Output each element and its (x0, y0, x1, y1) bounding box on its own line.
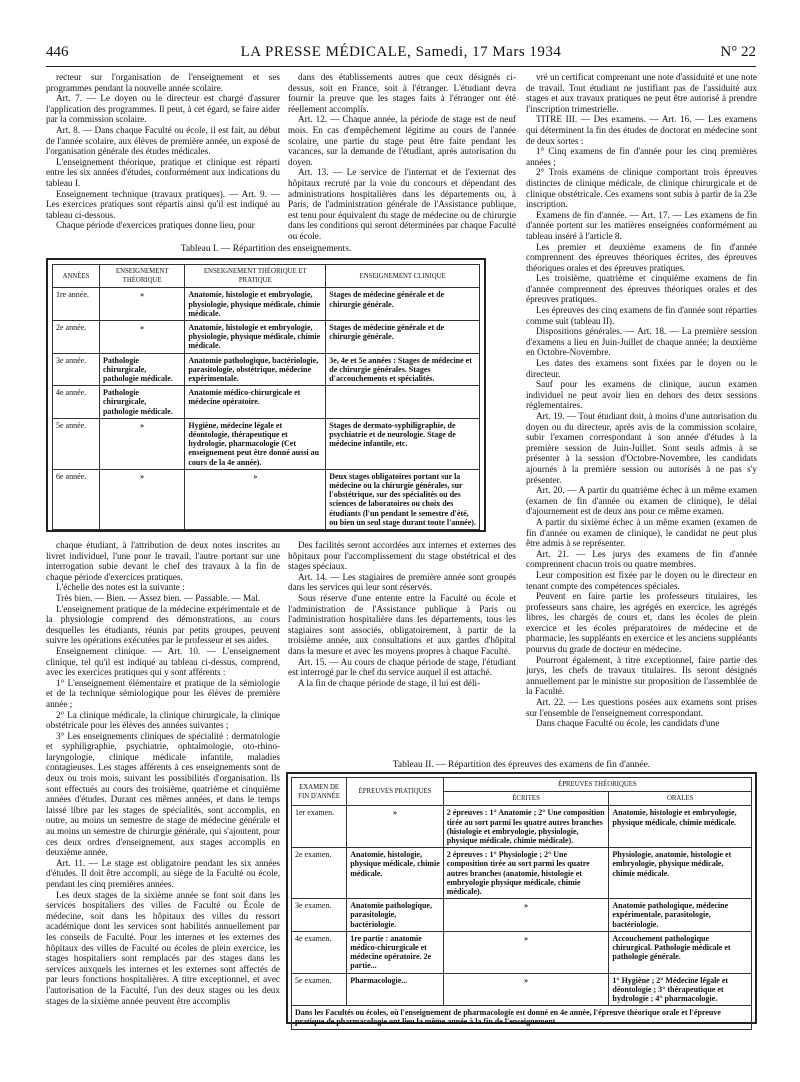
paragraph: 1° L'enseignement élémentaire et pratique de la sémiologie et de la technique sémiologique pour les élèves de première année ; (46, 677, 280, 709)
table-1-header: ANNÉES (53, 265, 100, 288)
table-1-header: ENSEIGNEMENT THÉORIQUE (99, 265, 184, 288)
paragraph: 3° Les enseignements cliniques de spécialité : dermatologie et syphiligraphie, psychiatrie, ophtalmologie, oto-rhino-laryngologie, clinique médicale infantile, maladies contagieuses. Les stages afférents à ces enseignements sont de deux ou trois mois, suivant les possibilités d'organisation. Ils sont effectués au cours des troisième, quatrième et cinquième années d'études. Durant ces mêmes années, et dans le temps laissé libre par les stages de spécialités, sont accomplis, en outre, au moins un semestre de stage de médecine générale et au moins un semestre de chirurgie générale, qui s'ajoutent, pour ces deux ordres d'enseignement, aux stages accomplis en deuxième année. (46, 730, 280, 858)
table-cell: 2 épreuves : 1° Anatomie ; 2° Une composition tirée au sort parmi les quatre autres branches (histologie et embryologie, physiologie, physique médicale, chimie médicale). (443, 806, 609, 848)
table-row (292, 931, 752, 973)
table-cell: 2 épreuves : 1° Physiologie ; 2° Une composition tirée au sort parmi les quatre autres branches (anatomie, histologie et embryologie physique médicale, chimie médicale). (443, 848, 609, 899)
table-cell: 3e examen. (292, 899, 347, 932)
table-2-subheader: ÉCRITES (443, 792, 609, 806)
table-cell: » (443, 931, 609, 973)
table-2-header: ÉPREUVES THÉORIQUES (443, 778, 751, 792)
paragraph: Enseignement technique (travaux pratiques). — Art. 9. — Les exercices pratiques sont répartis ainsi qu'il est indiqué au tableau ci-dessous. (46, 188, 280, 220)
paragraph: Les troisième, quatrième et cinquième examens de fin d'année comprennent des épreuves théoriques orales et des épreuves pratiques. (526, 273, 757, 305)
paragraph: Art. 14. — Les stagiaires de première année sont groupés dans les services qui leur sont réservés. (288, 571, 516, 593)
table-1-header: ENSEIGNEMENT CLINIQUE (326, 265, 480, 288)
paragraph: Art. 11. — Le stage est obligatoire pendant les six années d'études. Il doit être accompli, au siège de la Faculté ou école, pendant les cinq premières années. (46, 857, 280, 889)
paragraph: Peuvent en faire partie les professeurs titulaires, les professeurs sans chaire, les agrégés en exercice, les agrégés libres, les chargés de cours et, dans les écoles de plein exercice et les écoles préparatoires de médecine et de pharmacie, les suppléants en exercice et les anciens suppléants pourvus du grade de docteur en médecine. (526, 591, 757, 655)
table-cell (326, 386, 480, 419)
paragraph: Art. 15. — Au cours de chaque période de stage, l'étudiant est interrogé par le chef du service auquel il est attaché. (288, 656, 516, 678)
journal-title: LA PRESSE MÉDICALE, Samedi, 17 Mars 1934 (240, 44, 562, 60)
column-1-bottom (46, 540, 280, 1060)
paragraph: Les deux stages de la sixième année se font soit dans les services hospitaliers des villes de Faculté ou École de médecine, soit dans les hôpitaux des villes du ressort académique dont les services sont habilités annuellement par les conseils de Faculté. Pour les internes et les externes des hôpitaux des villes de Faculté ou écoles de plein exercice, les stages hospitaliers sont remplacés par des stages dans les services auxquels les internes et les externes sont affectés de par leurs fonctions hospitalières. A titre exceptionnel, et avec l'autorisation de la Faculté, l'un des deux stages ou les deux stages de la sixième année peuvent être accomplis (46, 889, 280, 1006)
paragraph: L'enseignement pratique de la médecine expérimentale et de la physiologie comprend des démonstrations, au cours desquelles les étudiants, réunis par petits groupes, peuvent suivre les opérations exécutées par le professeur et ses aides. (46, 603, 280, 646)
table-cell: 1° Hygiène ; 2° Médecine légale et déontologie ; 3° thérapeutique et hydrologie ; 4° pharmacologie. (609, 973, 752, 1006)
table-cell: Anatomie pathologique, parasitologie, bactériologie. (347, 899, 444, 932)
table-1-header: ENSEIGNEMENT THÉORIQUE ET PRATIQUE (185, 265, 326, 288)
table-cell: » (443, 899, 609, 932)
table-row (292, 806, 752, 848)
table-cell: 6e année. (53, 469, 100, 529)
paragraph: Art. 20. — A partir du quatrième échec à un même examen (examen de fin d'année ou examen de clinique), le délai d'ajournement est de deux ans pour ce même examen. (526, 485, 757, 517)
paragraph: Art. 8. — Dans chaque Faculté ou école, il est fait, au début de l'année scolaire, aux élèves de première année, un exposé de l'organisation générale des études médicales. (46, 124, 280, 157)
table-row (53, 321, 480, 354)
table-cell: Stages de médecine générale et de chirurgie générale. (326, 321, 480, 354)
table-2-header: ÉPREUVES PRATIQUES (347, 778, 444, 806)
paragraph: Art. 22. — Les questions posées aux examens sont prises sur l'ensemble de l'enseignement correspondant. (526, 697, 757, 718)
paragraph: Art. 13. — Le service de l'internat et de l'externat des hôpitaux recruté par la voie du concours et dépendant des administrations hospitalières dans les départements ou, à Paris, de l'administration générale de l'Assistance publique, est tenu pour équivalent du stage de médecine ou de chirurgie dans les conditions qui seront déterminées par chaque Faculté ou école. (288, 167, 516, 241)
table-cell: Anatomie, histologie, physique médicale, chimie médicale. (347, 848, 444, 899)
table-cell: 2e examen. (292, 848, 347, 899)
paragraph: Examens de fin d'année. — Art. 17. — Les examens de fin d'année portent sur les matières enseignées conformément au tableau inséré à l'article 8. (526, 209, 757, 241)
table-cell: Accouchement pathologique chirurgical. Pathologie médicale et pathologie générale. (609, 931, 752, 973)
paragraph: Art. 12. — Chaque année, la période de stage est de neuf mois. En cas d'empêchement légitime au cours de l'année scolaire, une partie du stage peut être faite pendant les vacances, sur la demande de l'étudiant, après autorisation du doyen. (288, 114, 516, 167)
page-header (46, 44, 756, 67)
paragraph: Art. 19. — Tout étudiant doit, à moins d'une autorisation du doyen ou du directeur, après avis de la commission scolaire, subir l'examen correspondant à son année d'études à la première session de Juin-Juillet. Sont seuls admis à se présenter à la session d'Octobre-Novembre, les candidats ajournés à la première session ou autorisés à ne pas s'y présenter. (526, 411, 757, 485)
table-1 (46, 258, 486, 532)
issue-number: N° 22 (720, 44, 756, 60)
table-cell: » (443, 973, 609, 1006)
paragraph: Pourront également, à titre exceptionnel, faire partie des jurys, les chefs de travaux titulaires. Ils seront désignés annuellement par le ministre sur proposition de l'assemblée de la Faculté. (526, 654, 757, 697)
table-cell: Anatomie pathologique, bactériologie, parasitologie, obstétrique, médecine expérimentale. (185, 353, 326, 386)
paragraph: L'échelle des notes est la suivante : (56, 582, 185, 593)
table-cell: Stages de dermato-syphiligraphie, de psychiatrie et de neurologie. Stage de médecine infantile, etc. (326, 418, 480, 469)
paragraph: Les dates des examens sont fixées par le doyen ou le directeur. (526, 358, 757, 379)
paragraph: A la fin de chaque période de stage, il lui est déli- (298, 677, 481, 688)
table-cell: 3e année. (53, 353, 100, 386)
paragraph: Les premier et deuxième examens de fin d'année comprennent des épreuves théoriques écrites, des épreuves théoriques orales et des épreuves pratiques. (526, 241, 757, 273)
table-2 (286, 772, 757, 1027)
table-cell: » (347, 806, 444, 848)
paragraph: Des facilités seront accordées aux internes et externes des hôpitaux pour l'accomplissement du stage obstétrical et des stages spéciaux. (288, 540, 516, 572)
table-cell: Pharmacologie... (347, 973, 444, 1006)
table-cell: » (99, 321, 184, 354)
column-2-bottom (288, 540, 516, 758)
table-1-caption: Tableau I. — Répartition des enseignements. (180, 244, 352, 254)
table-cell: » (99, 288, 184, 321)
table-cell: 5e année. (53, 418, 100, 469)
column-1-top (46, 72, 280, 258)
paragraph: Très bien. — Bien. — Assez bien. — Passable. — Mal. (56, 592, 261, 603)
table-cell: Pathologie chirurgicale, pathologie médicale. (99, 386, 184, 419)
paragraph: Art. 7. — Le doyen ou le directeur est chargé d'assurer l'application des programmes. Il peut, à cet égard, se faire aider par la commission scolaire. (46, 93, 280, 125)
table-row (292, 848, 752, 899)
paragraph: Chaque période d'exercices pratiques donne lieu, pour (56, 220, 255, 231)
paragraph: vré un certificat comprenant une note d'assiduité et une note de travail. Tout étudiant ne justifiant pas de l'assiduité aux stages et aux travaux pratiques ne peut être autorisé à prendre l'inscription trimestrielle. (526, 72, 757, 114)
table-cell: Anatomie, histologie et embryologie, physique médicale, chimie médicale. (609, 806, 752, 848)
table-2-subheader: ORALES (609, 792, 752, 806)
table-cell: Pathologie chirurgicale, pathologie médicale. (99, 353, 184, 386)
table-row (53, 418, 480, 469)
paragraph: 2° La clinique médicale, la clinique chirurgicale, la clinique obstétricale pour les élèves des années suivantes ; (46, 709, 280, 731)
paragraph: Les épreuves des cinq examens de fin d'année sont réparties comme suit (tableau II). (526, 305, 757, 326)
table-cell: » (99, 418, 184, 469)
paragraph: 2° Trois examens de clinique comportant trois épreuves distinctes de clinique médicale, de clinique chirurgicale et de clinique obstétricale. Ces examens sont subis à partir de la 23e inscription. (526, 167, 757, 210)
table-row (53, 469, 480, 529)
column-3 (526, 72, 757, 772)
table-cell: Anatomie médico-chirurgicale et médecine opératoire. (185, 386, 326, 419)
paragraph: 1° Cinq examens de fin d'année pour les cinq premières années ; (526, 146, 757, 167)
table-row (292, 973, 752, 1006)
table-2-footnote: Dans les Facultés ou écoles, où l'enseignement de pharmacologie est donné en 4e année, l'épreuve théorique orale et l'épreuve pratique de pharmacologie ont lieu la même année à la fin de l'enseignement. (292, 1006, 752, 1029)
paragraph: recteur sur l'organisation de l'enseignement et ses programmes pendant la nouvelle année scolaire. (46, 72, 280, 93)
paragraph: Leur composition est fixée par le doyen ou le directeur en tenant compte des compétences spéciales. (526, 569, 757, 591)
paragraph: Dispositions générales. — Art. 18. — La première session d'examens a lieu en Juin-Juillet de chaque année; la deuxième en Octobre-Novembre. (526, 326, 757, 358)
paragraph: chaque étudiant, à l'attribution de deux notes inscrites au livret individuel, l'une pour le travail, l'autre portant sur une interrogation subie devant le chef des travaux à la fin de chaque période d'exercices pratiques. (46, 540, 280, 582)
paragraph: L'enseignement théorique, pratique et clinique est réparti entre les six années d'études, conformément aux indications du tableau I. (46, 156, 280, 188)
paragraph: A partir du sixième échec à un même examen (examen de fin d'année ou examen de clinique), le candidat ne peut plus être admis à se représenter. (526, 516, 757, 549)
table-2-header: EXAMEN DE FIN D'ANNÉE (292, 778, 347, 806)
table-row (53, 386, 480, 419)
table-cell: » (99, 469, 184, 529)
table-cell: Anatomie pathologique, médecine expérimentale, parasitologie, bactériologie. (609, 899, 752, 932)
paragraph: dans des établissements autres que ceux désignés ci-dessus, soit en France, soit à l'étranger. L'étudiant devra fournir la preuve que les stages faits à l'étranger ont été réellement accomplis. (288, 72, 516, 114)
table-cell: Stages de médecine générale et de chirurgie générale. (326, 288, 480, 321)
page-number: 446 (46, 44, 69, 60)
paragraph: Sous réserve d'une entente entre la Faculté ou école et l'administration de l'Assistance publique à Paris ou l'administration hospitalière dans les départements, tous les stagiaires sont associés, obligatoirement, à partir de la troisième année, aux consultations et aux gardes d'hôpital dans la mesure et avec les moyens propres à chaque Faculté. (288, 592, 516, 656)
table-cell: Physiologie, anatomie, histologie et embryologie, physique médicale, chimie médicale. (609, 848, 752, 899)
table-cell: 1re année. (53, 288, 100, 321)
table-row (53, 288, 480, 321)
column-2-top (288, 72, 516, 258)
table-cell: Anatomie, histologie et embryologie, physiologie, physique médicale, chimie médicale. (185, 321, 326, 354)
table-cell: 1er examen. (292, 806, 347, 848)
table-2-caption: Tableau II. — Répartition des épreuves des examens de fin d'année. (392, 760, 651, 770)
table-cell: » (185, 469, 326, 529)
table-row (292, 899, 752, 932)
table-cell: Deux stages obligatoires portant sur la médecine ou la chirurgie générales, sur l'obstétrique, sur des spécialités ou des sciences de laboratoires ou choix des étudiants (l'un pendant le semestre d'été, ou bien un seul stage durant toute l'année). (326, 469, 480, 529)
table-cell: 4e examen. (292, 931, 347, 973)
paragraph: Art. 21. — Les jurys des examens de fin d'année comprennent chacun trois ou quatre membres. (526, 548, 757, 570)
table-cell: 4e année. (53, 386, 100, 419)
table-cell: 1re partie : anatomie médico-chirurgicale et médecine opératoire. 2e partie... (347, 931, 444, 973)
paragraph: Dans chaque Faculté ou école, les candidats d'une (536, 718, 720, 729)
table-row (53, 353, 480, 386)
paragraph: Enseignement clinique. — Art. 10. — L'enseignement clinique, tel qu'il est indiqué au tableau ci-dessus, comprend, avec les exercices pratiques qui y sont afférents : (46, 645, 280, 678)
table-cell: 5e examen. (292, 973, 347, 1006)
paragraph: TITRE III. — Des examens. — Art. 16. — Les examens qui déterminent la fin des études de doctorat en médecine sont de deux sortes : (526, 114, 757, 146)
table-cell: Hygiène, médecine légale et déontologie, thérapeutique et hydrologie, pharmacologie (Cet enseignement peut être donné aussi au cours de la 4e année). (185, 418, 326, 469)
paragraph: Sauf pour les examens de clinique, aucun examen individuel ne peut avoir lieu en dehors des deux sessions réglementaires. (526, 379, 757, 411)
table-cell: Anatomie, histologie et embryologie, physiologie, physique médicale, chimie médicale. (185, 288, 326, 321)
table-cell: 2e année. (53, 321, 100, 354)
table-cell: 3e, 4e et 5e années : Stages de médecine et de chirurgie générales. Stages d'accouchements et spécialités. (326, 353, 480, 386)
